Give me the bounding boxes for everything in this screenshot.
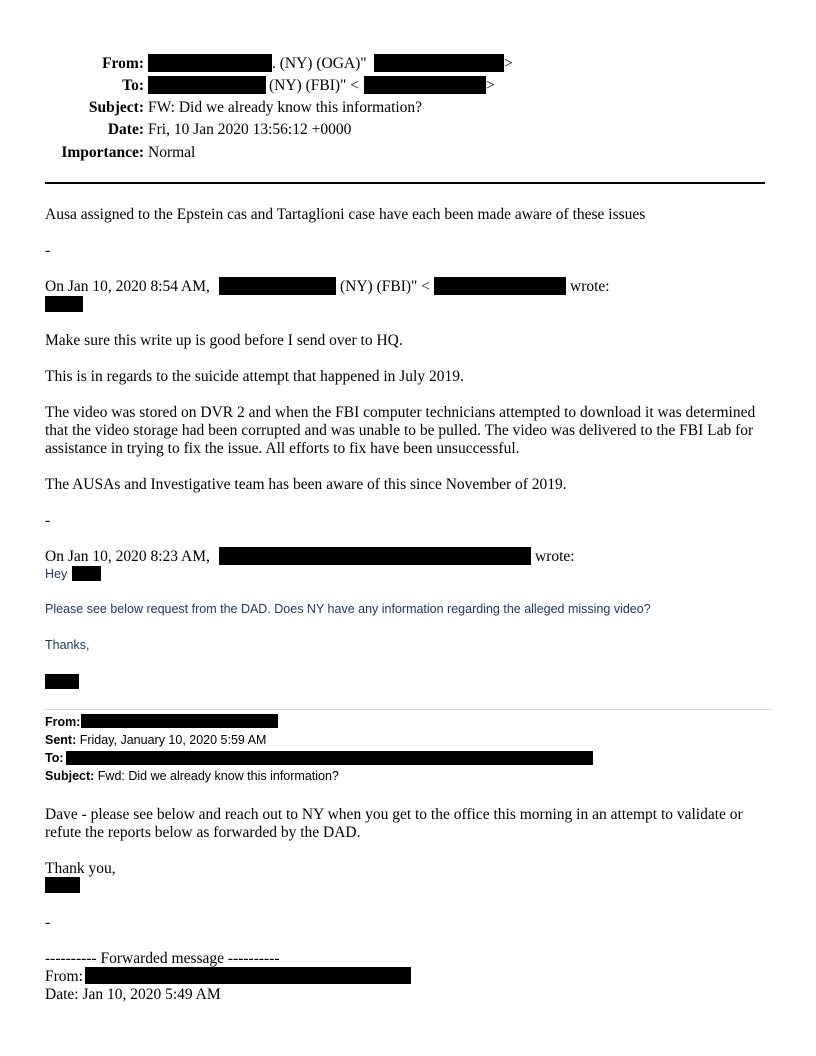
from-label: From:: [102, 55, 144, 72]
fwd-from-label: From:: [45, 715, 81, 729]
separator-dash: -: [45, 242, 51, 259]
fwd2-date-line: Date: Jan 10, 2020 5:49 AM: [45, 986, 221, 1003]
redaction-block: [148, 76, 266, 94]
fwd-subject-line: Subject: Fwd: Did we already know this information?: [45, 769, 339, 783]
signoff-text: Thank you,: [45, 860, 116, 877]
body-paragraph: The AUSAs and Investigative team has been aware of this since November of 2019.: [45, 476, 567, 493]
fwd-sent-line: Sent: Friday, January 10, 2020 5:59 AM: [45, 733, 267, 747]
body-paragraph: Make sure this write up is good before I send over to HQ.: [45, 332, 403, 349]
redaction-block: [219, 277, 336, 295]
redaction-block: [434, 277, 566, 295]
signoff-text: Thanks,: [45, 638, 90, 652]
redaction-block: [81, 714, 278, 728]
reply-intro-wrote: wrote:: [570, 278, 610, 295]
fwd2-from-label: From:: [45, 968, 83, 985]
to-value-text: (NY) (FBI)" <: [269, 77, 359, 94]
reply-intro-mid: (NY) (FBI)" <: [340, 278, 430, 295]
redaction-block: [45, 877, 80, 893]
importance-value: Normal: [148, 144, 196, 161]
redaction-block: [66, 751, 593, 765]
redaction-block: [364, 76, 486, 94]
date-value: Fri, 10 Jan 2020 13:56:12 +0000: [148, 121, 352, 138]
header-divider: [45, 182, 765, 184]
greeting-text: Hey: [45, 567, 68, 581]
reply-intro-wrote: wrote:: [535, 548, 575, 565]
from-value-text: . (NY) (OGA)": [272, 55, 367, 72]
redaction-block: [148, 54, 272, 72]
fwd-to-label: To:: [45, 751, 64, 765]
importance-label: Importance:: [61, 144, 144, 161]
body-paragraph: Dave - please see below and reach out to NY when you get to the office this morning in an attempt to validate or refute the reports below as forwarded by the DAD.: [45, 806, 743, 841]
body-paragraph: This is in regards to the suicide attempt that happened in July 2019.: [45, 368, 464, 385]
redaction-block: [85, 967, 411, 984]
from-value-end: >: [504, 55, 513, 72]
redaction-block: [45, 296, 83, 312]
to-label: To:: [122, 77, 144, 94]
subject-label: Subject:: [88, 99, 144, 116]
body-paragraph: Please see below request from the DAD. Does NY have any information regarding the alleged missing video?: [45, 602, 651, 616]
reply-intro-text: On Jan 10, 2020 8:23 AM,: [45, 548, 210, 565]
forward-divider: [45, 709, 771, 710]
separator-dash: -: [45, 914, 51, 931]
to-value-end: >: [486, 77, 495, 94]
body-paragraph: Ausa assigned to the Epstein cas and Tartaglioni case have each been made aware of these issues: [45, 206, 646, 223]
subject-value: FW: Did we already know this information?: [148, 99, 423, 116]
date-label: Date:: [107, 121, 144, 138]
redaction-block: [374, 54, 504, 72]
redaction-block: [219, 547, 531, 565]
reply-intro-text: On Jan 10, 2020 8:54 AM,: [45, 278, 210, 295]
separator-dash: -: [45, 512, 51, 529]
body-paragraph: The video was stored on DVR 2 and when the FBI computer technicians attempted to download it was determined that the video storage had been corrupted and was unable to be pulled. The video was delivered to the FBI Lab for assistance in trying to fix the issue. All efforts to fix have been unsuccessful.: [45, 404, 756, 457]
forwarded-message-marker: ---------- Forwarded message ----------: [45, 950, 280, 967]
redaction-block: [45, 674, 79, 689]
redaction-block: [72, 566, 101, 581]
